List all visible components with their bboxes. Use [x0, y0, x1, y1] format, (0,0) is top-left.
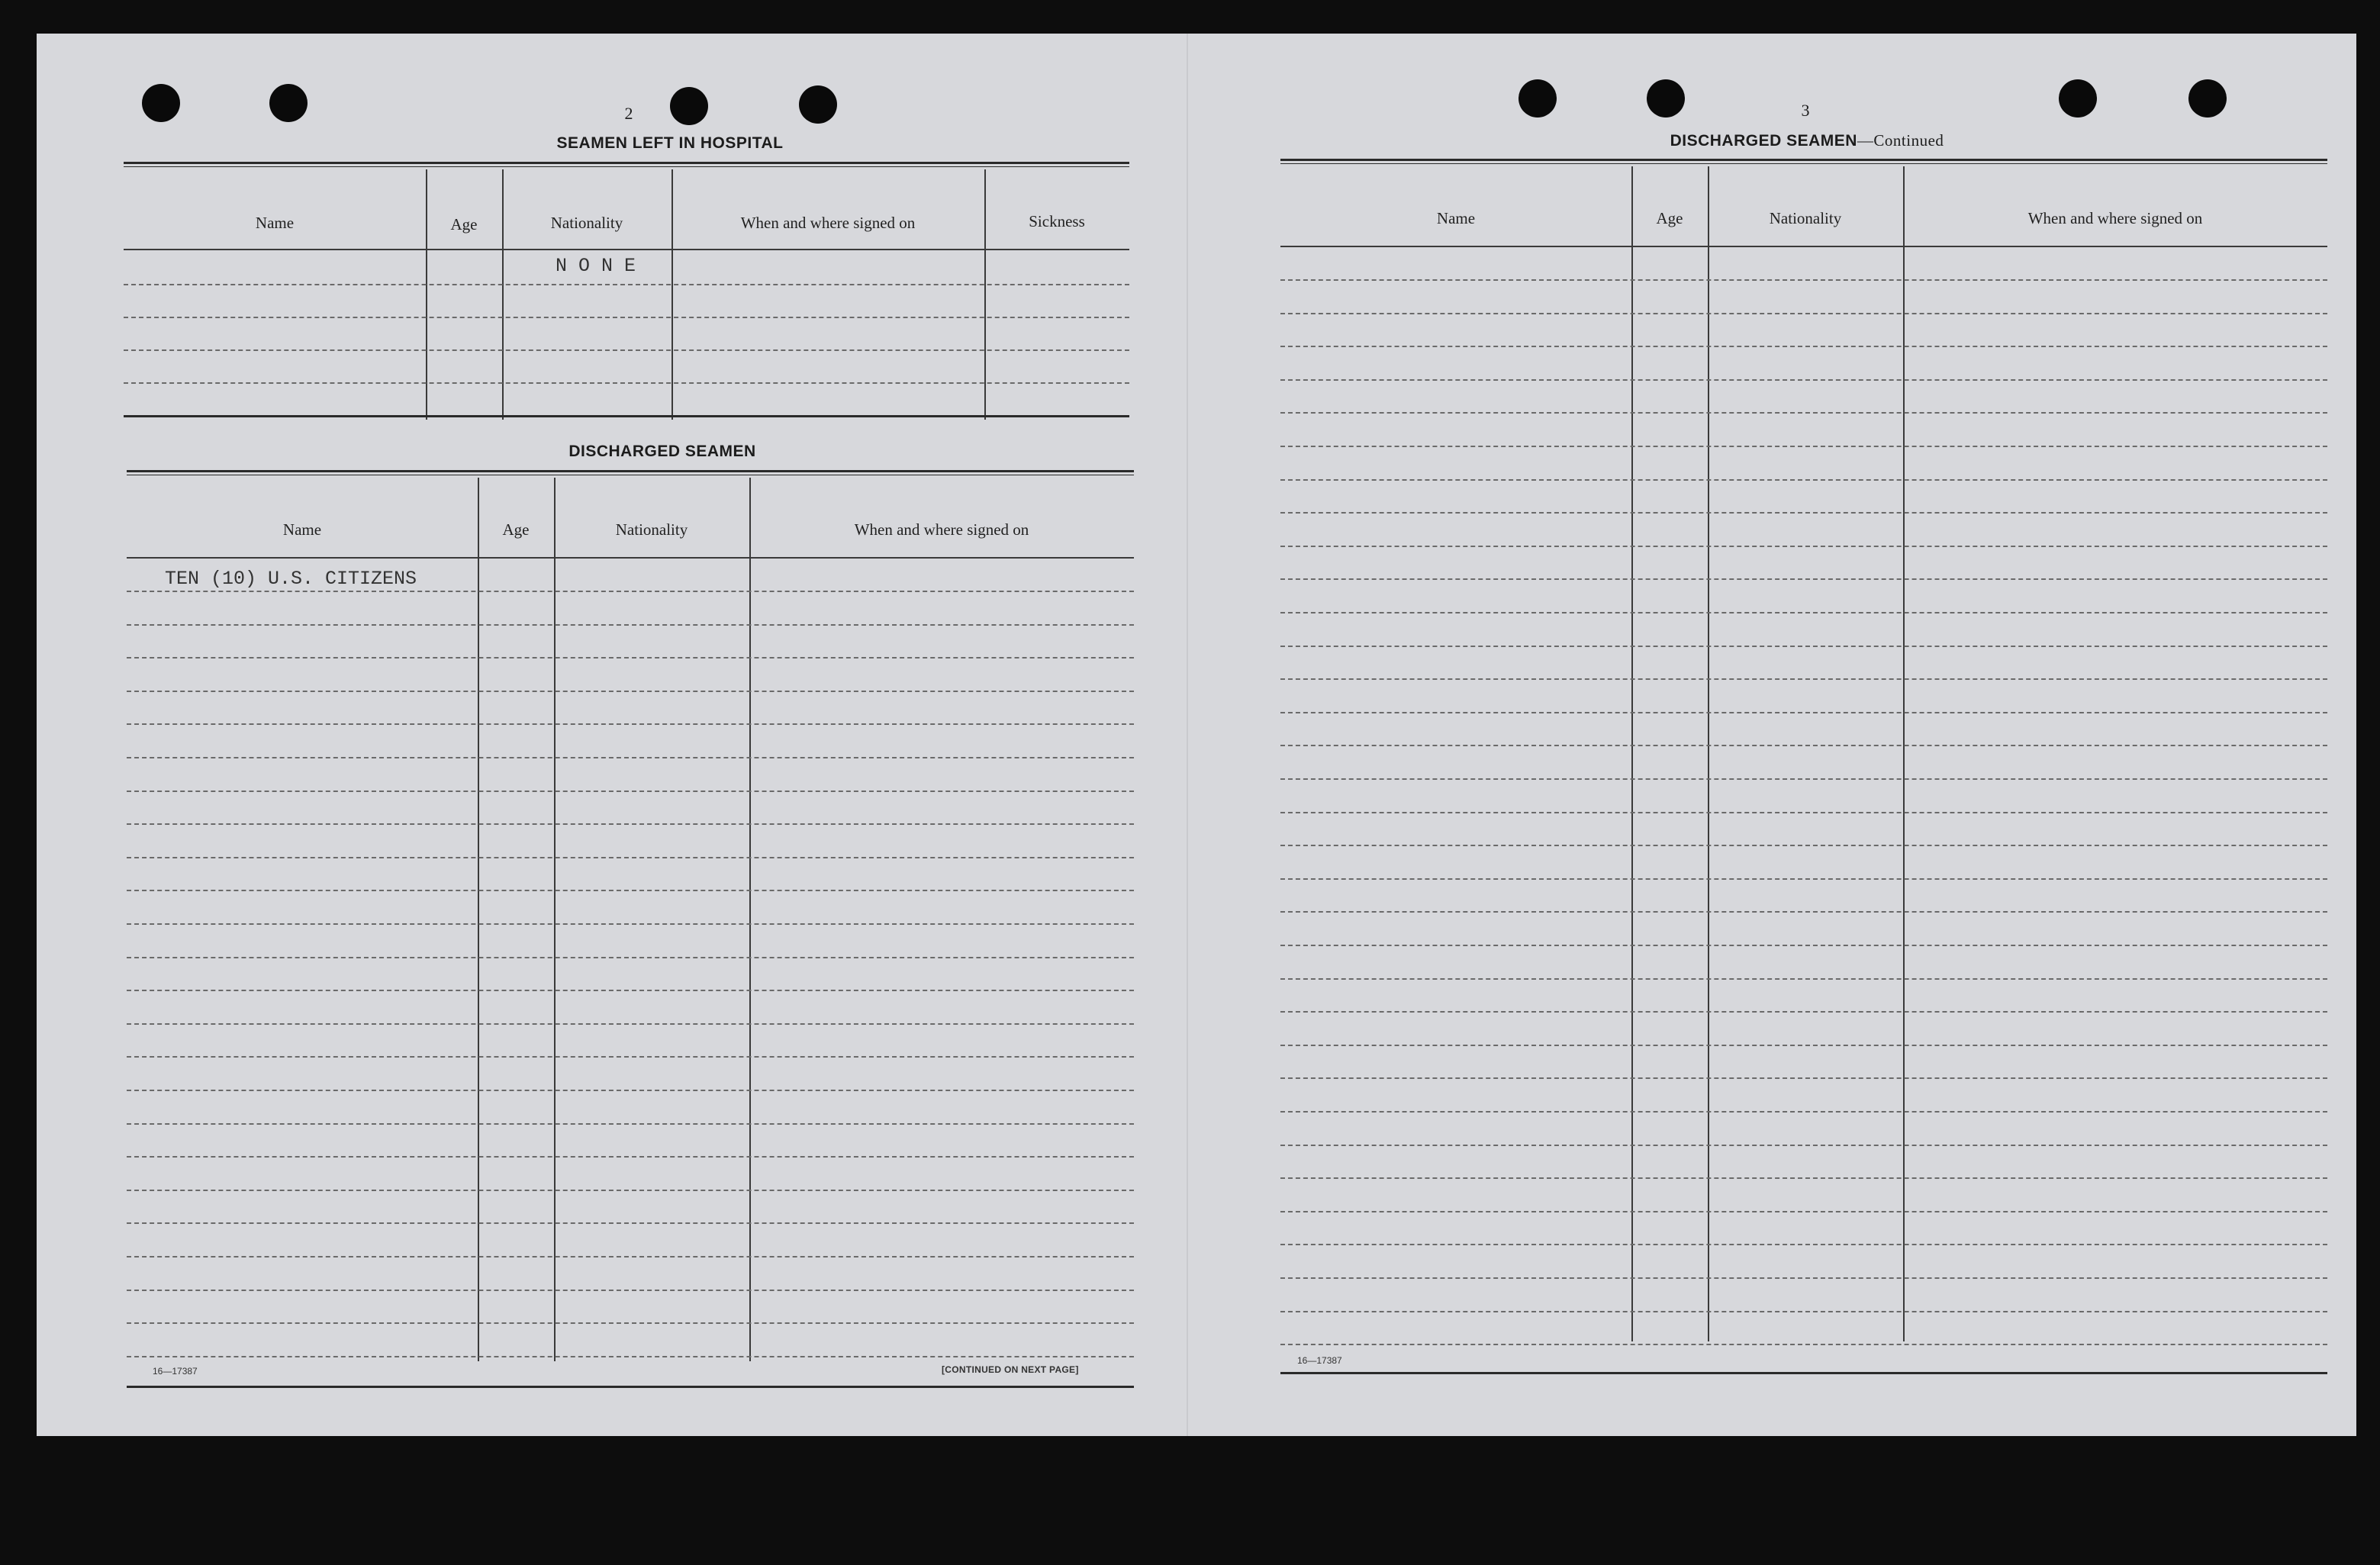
row-line	[1280, 412, 2327, 414]
title-rule	[124, 162, 1129, 167]
row-line	[127, 757, 1134, 758]
column-divider	[749, 478, 751, 1361]
row-line	[1280, 1045, 2327, 1046]
form-number: 16—17387	[1297, 1355, 1342, 1366]
column-divider	[1708, 166, 1709, 1341]
row-line	[1280, 1011, 2327, 1013]
header-rule	[127, 557, 1134, 559]
row-line	[1280, 1145, 2327, 1146]
page-number: 2	[624, 104, 633, 123]
row-line	[1280, 1111, 2327, 1113]
row-line	[1280, 279, 2327, 281]
form-number: 16—17387	[153, 1366, 198, 1377]
col-header-nationality: Nationality	[1769, 209, 1842, 227]
row-line	[1280, 745, 2327, 746]
left-page	[37, 34, 1187, 1436]
row-line	[1280, 379, 2327, 381]
table-bottom-rule	[1280, 1372, 2327, 1374]
continued-note: [CONTINUED ON NEXT PAGE]	[942, 1364, 1079, 1375]
punch-hole	[1518, 79, 1557, 118]
right-page	[1189, 34, 2356, 1436]
row-line	[127, 857, 1134, 858]
col-header-name: Name	[255, 214, 295, 232]
row-line	[1280, 978, 2327, 980]
row-line	[1280, 479, 2327, 481]
row-line	[1280, 1277, 2327, 1279]
row-line	[127, 1090, 1134, 1091]
row-line	[1280, 712, 2327, 713]
row-line	[1280, 612, 2327, 613]
row-line	[127, 624, 1134, 626]
row-line	[124, 349, 1129, 351]
row-line	[127, 591, 1134, 592]
row-line	[124, 284, 1129, 285]
col-header-sickness: Sickness	[1029, 212, 1085, 230]
row-line	[1280, 878, 2327, 880]
row-line	[127, 923, 1134, 925]
row-line	[1280, 512, 2327, 514]
title-suffix: —Continued	[1857, 131, 1944, 150]
column-divider	[1903, 166, 1905, 1341]
row-line	[1280, 911, 2327, 913]
row-line	[127, 890, 1134, 891]
row-line	[1280, 1311, 2327, 1312]
row-line	[127, 657, 1134, 659]
punch-hole	[1647, 79, 1685, 118]
row-line	[127, 1256, 1134, 1257]
punch-hole	[799, 85, 837, 124]
discharged-table	[127, 478, 1134, 1361]
title-rule	[127, 470, 1134, 475]
col-header-signed-on: When and where signed on	[854, 520, 1029, 539]
row-line	[1280, 578, 2327, 580]
table-bottom-rule	[127, 1386, 1134, 1388]
row-line	[1280, 812, 2327, 813]
row-line	[127, 990, 1134, 991]
table-bottom-rule	[124, 415, 1129, 417]
row-line	[1280, 1077, 2327, 1079]
row-line	[127, 1156, 1134, 1158]
punch-hole	[142, 84, 180, 122]
row-line	[1280, 313, 2327, 314]
row-line	[1280, 346, 2327, 347]
row-line	[127, 691, 1134, 692]
col-header-age: Age	[450, 215, 478, 233]
discharged-entry: TEN (10) U.S. CITIZENS	[165, 568, 417, 590]
row-line	[127, 1123, 1134, 1125]
row-line	[1280, 1344, 2327, 1345]
row-line	[1280, 1211, 2327, 1212]
punch-hole	[269, 84, 308, 122]
punch-hole	[670, 87, 708, 125]
row-line	[127, 957, 1134, 958]
col-header-signed-on: When and where signed on	[2027, 209, 2203, 227]
punch-hole	[2059, 79, 2097, 118]
row-line	[1280, 778, 2327, 780]
column-divider	[478, 478, 479, 1361]
discharged-section-title: DISCHARGED SEAMEN	[568, 443, 756, 460]
column-divider	[554, 478, 556, 1361]
row-line	[1280, 546, 2327, 547]
col-header-nationality: Nationality	[615, 520, 688, 539]
row-line	[1280, 678, 2327, 680]
row-line	[127, 823, 1134, 825]
document-sheet	[37, 34, 2356, 1436]
col-header-signed-on: When and where signed on	[740, 214, 916, 232]
title-rule	[1280, 159, 2327, 164]
row-line	[124, 317, 1129, 318]
row-line	[127, 791, 1134, 792]
row-line	[127, 723, 1134, 725]
row-line	[127, 1356, 1134, 1357]
col-header-nationality: Nationality	[550, 214, 623, 232]
row-line	[127, 1290, 1134, 1291]
row-line	[127, 1222, 1134, 1224]
hospital-table	[124, 169, 1129, 420]
punch-hole	[2188, 79, 2227, 118]
discharged-continued-table	[1280, 166, 2327, 1341]
row-line	[127, 1322, 1134, 1324]
column-divider	[1631, 166, 1633, 1341]
col-header-name: Name	[282, 520, 322, 539]
header-rule	[124, 249, 1129, 250]
row-line	[127, 1023, 1134, 1025]
row-line	[1280, 646, 2327, 647]
row-line	[1280, 945, 2327, 946]
row-line	[1280, 446, 2327, 447]
discharged-continued-title	[1296, 131, 2318, 150]
hospital-section-title: SEAMEN LEFT IN HOSPITAL	[556, 134, 784, 152]
row-line	[127, 1056, 1134, 1058]
col-header-name: Name	[1436, 209, 1476, 227]
row-line	[1280, 1244, 2327, 1245]
hospital-entry: N O N E	[556, 255, 636, 277]
row-line	[1280, 1177, 2327, 1179]
page-number: 3	[1801, 101, 1810, 120]
row-line	[1280, 845, 2327, 846]
row-line	[127, 1190, 1134, 1191]
col-header-age: Age	[502, 520, 530, 539]
header-rule	[1280, 246, 2327, 247]
col-header-age: Age	[1656, 209, 1683, 227]
title-main: DISCHARGED SEAMEN	[1670, 132, 1857, 150]
row-line	[124, 382, 1129, 384]
